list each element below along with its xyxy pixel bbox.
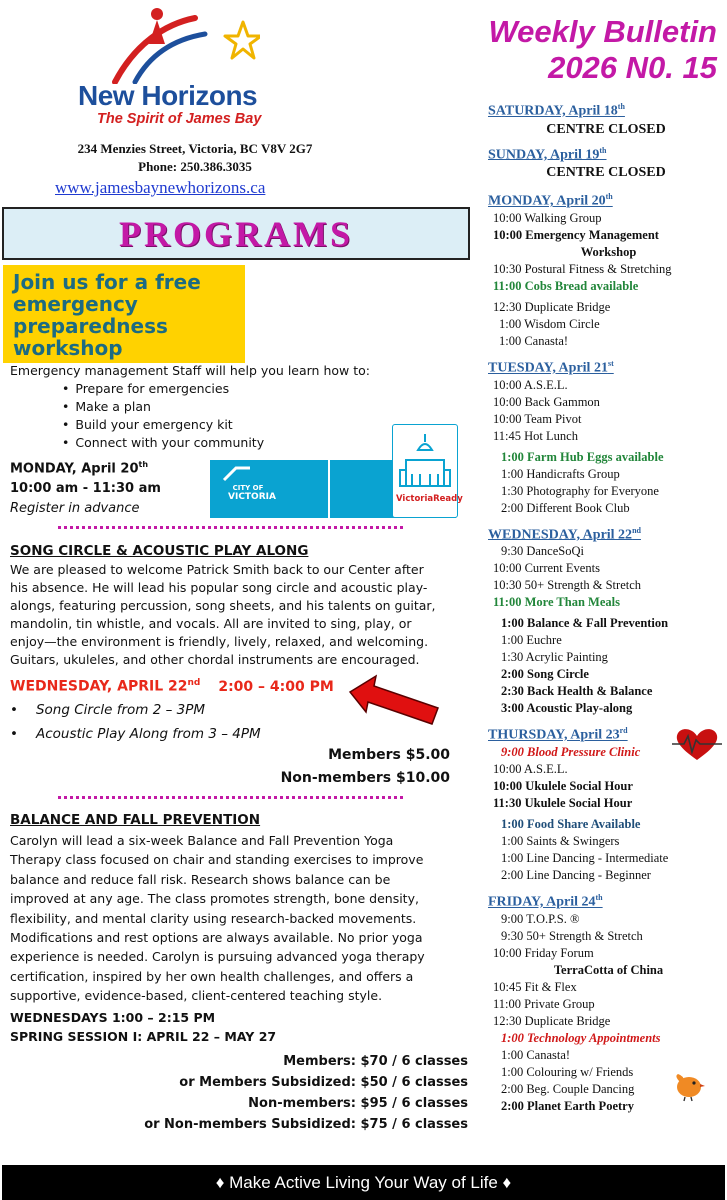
day-heading-wednesday: WEDNESDAY, April 22nd <box>488 525 641 543</box>
text-line: his absence. He will lead his popular song circle and acoustic play- <box>10 580 428 595</box>
banner-line: Join us for a free <box>13 270 201 294</box>
day-heading-friday: FRIDAY, April 24th <box>488 892 603 910</box>
schedule-item: 1:00 Saints & Swingers <box>501 833 620 848</box>
schedule-item: 2:00 Line Dancing - Beginner <box>501 867 651 882</box>
city-text-line: VICTORIA <box>228 492 276 502</box>
schedule-item: 1:00 Colouring w/ Friends <box>501 1064 634 1079</box>
list-item: • Prepare for emergencies <box>62 380 264 398</box>
schedule-item: 2:00 Different Book Club <box>501 500 630 515</box>
schedule-item: 10:00 A.S.E.L. <box>493 377 568 392</box>
text-line: We are pleased to welcome Patrick Smith back to our Center after <box>10 562 424 577</box>
address-block <box>40 140 350 176</box>
price-line: Non-members: $95 / 6 classes <box>248 1096 468 1111</box>
price-members: Members $5.00 <box>328 747 450 763</box>
bird-icon <box>672 1072 706 1102</box>
schedule-item: 9:30 DanceSoQi <box>501 544 584 559</box>
schedule-item: 1:00 Line Dancing - Intermediate <box>501 850 669 865</box>
text-line: flexibility, and mental clarity using research-backed movements. <box>10 910 417 926</box>
song-circle-time: 2:00 – 4:00 PM <box>218 678 334 695</box>
legislature-icon <box>396 430 454 490</box>
day-heading-sunday: SUNDAY, April 19th <box>488 145 607 163</box>
weekly-schedule <box>488 98 724 1115</box>
schedule-item: Workshop <box>580 244 637 259</box>
list-item: Song Circle from 2 – 3PM <box>35 702 206 718</box>
schedule-item: TerraCotta of China <box>553 962 664 977</box>
schedule-item: 2:30 Back Health & Balance <box>501 684 653 699</box>
bulletin-title-line1: Weekly Bulletin <box>488 14 717 49</box>
text-line: Carolyn will lead a six-week Balance and Fall Prevention Yoga <box>10 833 394 848</box>
schedule-item: 12:30 Duplicate Bridge <box>493 1013 611 1028</box>
schedule-item: 11:45 Hot Lunch <box>493 428 578 443</box>
balance-prices <box>110 1051 468 1135</box>
schedule-item: 2:00 Beg. Couple Dancing <box>501 1081 635 1096</box>
song-circle-day-suffix: nd <box>187 678 201 688</box>
bullet-icon: • <box>10 702 18 718</box>
phone: Phone: 250.386.3035 <box>138 159 252 174</box>
bullet-icon: • <box>10 726 18 742</box>
price-line: or Members Subsidized: $50 / 6 classes <box>179 1075 468 1090</box>
list-item: Acoustic Play Along from 3 – 4PM <box>35 726 261 742</box>
balance-description <box>10 831 425 1006</box>
price-non-members: Non-members $10.00 <box>280 770 450 786</box>
song-circle-items <box>10 698 261 746</box>
schedule-item: 1:00 Farm Hub Eggs available <box>501 449 664 464</box>
schedule-item: 10:00 Emergency Management <box>493 227 659 242</box>
schedule-item: 10:00 Team Pivot <box>493 411 582 426</box>
emergency-time: 10:00 am - 11:30 am <box>10 481 161 497</box>
day-heading-saturday: SATURDAY, April 18th <box>488 102 625 119</box>
text-line: enjoy—the environment is friendly, lively, relaxed, and welcoming. <box>10 634 429 649</box>
address: 234 Menzies Street, Victoria, BC V8V 2G7 <box>77 141 313 156</box>
song-circle-description <box>10 561 436 669</box>
emergency-when <box>10 455 161 519</box>
schedule-item: 10:00 A.S.E.L. <box>493 761 568 776</box>
red-arrow-icon <box>346 672 442 730</box>
city-of-victoria-text <box>228 484 276 510</box>
city-text-line: CITY OF <box>232 484 264 492</box>
schedule-item: 9:00 T.O.P.S. ® <box>501 911 580 926</box>
schedule-item: 1:00 Food Share Available <box>501 816 641 831</box>
new-horizons-logo <box>95 4 260 84</box>
price-line: Members: $70 / 6 classes <box>283 1054 468 1069</box>
tuesday-list <box>488 377 724 517</box>
schedule-item: 1:00 Wisdom Circle <box>499 316 600 331</box>
victoria-ready-text: VictoriaReady <box>396 494 463 504</box>
schedule-item: 1:00 Technology Appointments <box>501 1030 661 1045</box>
schedule-item: 9:00 Blood Pressure Clinic <box>501 744 641 759</box>
text-line: Modifications and rest options are always available. No prior yoga <box>10 930 423 946</box>
divider <box>58 526 403 529</box>
text-line: balance and reduce fall risk. Research shows balance can be <box>10 871 391 887</box>
schedule-item: 1:30 Photography for Everyone <box>501 483 659 498</box>
schedule-item: 2:00 Song Circle <box>501 667 589 682</box>
text-line: supportive, evidence-based, client-centered teaching style. <box>10 988 383 1004</box>
list-item: • Make a plan <box>62 398 264 416</box>
text-line: Guitars, ukuleles, and other chordal instruments are encouraged. <box>10 652 420 667</box>
schedule-item: 10:30 50+ Strength & Stretch <box>493 578 642 593</box>
balance-when <box>10 1008 276 1046</box>
list-item: • Connect with your community <box>62 434 264 452</box>
banner-line: emergency <box>13 292 138 316</box>
schedule-item: 10:00 Back Gammon <box>493 394 600 409</box>
bulletin-title-line2: 2026 N0. 15 <box>548 50 717 85</box>
schedule-item: 1:30 Acrylic Painting <box>501 650 608 665</box>
emergency-day: MONDAY, April 20 <box>10 461 139 477</box>
text-line: mandolin, tin whistle, and vocals. All are invited to sing, play, or <box>10 616 412 631</box>
song-circle-when <box>10 678 334 695</box>
song-circle-day: WEDNESDAY, APRIL 22 <box>10 678 188 695</box>
text-line: certification, inspired by her own health challenges, and offers a <box>10 968 414 984</box>
banner-line: workshop <box>13 336 123 360</box>
emergency-day-suffix: th <box>138 460 149 469</box>
sunday-closed: CENTRE CLOSED <box>546 165 666 181</box>
schedule-item: 2:00 Planet Earth Poetry <box>501 1098 634 1113</box>
price-line: or Non-members Subsidized: $75 / 6 classes <box>144 1117 468 1132</box>
day-heading-tuesday: TUESDAY, April 21st <box>488 358 614 376</box>
emergency-bullets <box>62 380 264 452</box>
saturday-closed: CENTRE CLOSED <box>546 121 666 137</box>
schedule-item: 1:00 Balance & Fall Prevention <box>501 616 669 631</box>
balance-session: SPRING SESSION I: APRIL 22 – MAY 27 <box>10 1029 277 1044</box>
schedule-item: 1:00 Euchre <box>501 633 562 648</box>
list-item: • Build your emergency kit <box>62 416 264 434</box>
schedule-item: 10:30 Postural Fitness & Stretching <box>493 261 672 276</box>
schedule-item: 1:00 Canasta! <box>499 333 569 348</box>
schedule-item: 10:00 Walking Group <box>493 210 602 225</box>
text-line: improved at any age. The class promotes strength, bone density, <box>10 891 419 907</box>
schedule-item: 12:30 Duplicate Bridge <box>493 299 611 314</box>
schedule-item: 10:00 Current Events <box>493 561 600 576</box>
schedule-item: 1:00 Handicrafts Group <box>501 466 620 481</box>
song-circle-title: SONG CIRCLE & ACOUSTIC PLAY ALONG <box>10 543 309 559</box>
bulletin-title <box>488 14 717 86</box>
balance-schedule: WEDNESDAYS 1:00 – 2:15 PM <box>10 1010 216 1025</box>
programs-title: PROGRAMS <box>119 213 353 254</box>
wednesday-list <box>488 543 724 717</box>
footer-slogan: ♦ Make Active Living Your Way of Life ♦ <box>2 1165 725 1200</box>
emergency-intro: Emergency management Staff will help you learn how to: <box>10 363 370 378</box>
schedule-item: 10:00 Ukulele Social Hour <box>493 778 633 793</box>
schedule-item: 11:00 Cobs Bread available <box>493 278 639 293</box>
schedule-item: 10:45 Fit & Flex <box>493 979 577 994</box>
day-heading-monday: MONDAY, April 20th <box>488 192 613 209</box>
schedule-item: 10:00 Friday Forum <box>493 945 594 960</box>
banner-line: preparedness <box>13 314 168 338</box>
schedule-item: 1:00 Canasta! <box>501 1047 571 1062</box>
divider <box>58 796 403 799</box>
schedule-item: 3:00 Acoustic Play-along <box>501 701 633 716</box>
day-heading-thursday: THURSDAY, April 23rd <box>488 726 628 743</box>
schedule-item: 11:30 Ukulele Social Hour <box>493 795 633 810</box>
text-line: alongs, featuring percussion, song sheets, and his talents on guitar, <box>10 598 436 613</box>
song-circle-prices <box>200 744 450 790</box>
text-line: experience is needed. Carolyn is pursuing advanced yoga therapy <box>10 949 425 965</box>
schedule-item: 11:00 Private Group <box>493 996 595 1011</box>
schedule-item: 9:30 50+ Strength & Stretch <box>501 928 643 943</box>
emergency-banner <box>3 265 245 363</box>
text-line: Therapy class focused on chair and standing exercises to improve <box>10 852 424 868</box>
monday-list <box>488 210 724 350</box>
balance-title: BALANCE AND FALL PREVENTION <box>10 812 261 828</box>
org-name: New Horizons <box>78 80 258 111</box>
schedule-item: 11:00 More Than Meals <box>493 595 620 610</box>
org-tagline: The Spirit of James Bay <box>97 111 262 127</box>
thursday-list <box>488 744 724 884</box>
emergency-note: Register in advance <box>10 501 140 517</box>
website-link[interactable]: www.jamesbaynewhorizons.ca <box>55 178 266 197</box>
heart-monitor-icon <box>672 726 722 762</box>
programs-header <box>2 207 470 260</box>
city-swoosh-icon <box>222 466 252 482</box>
